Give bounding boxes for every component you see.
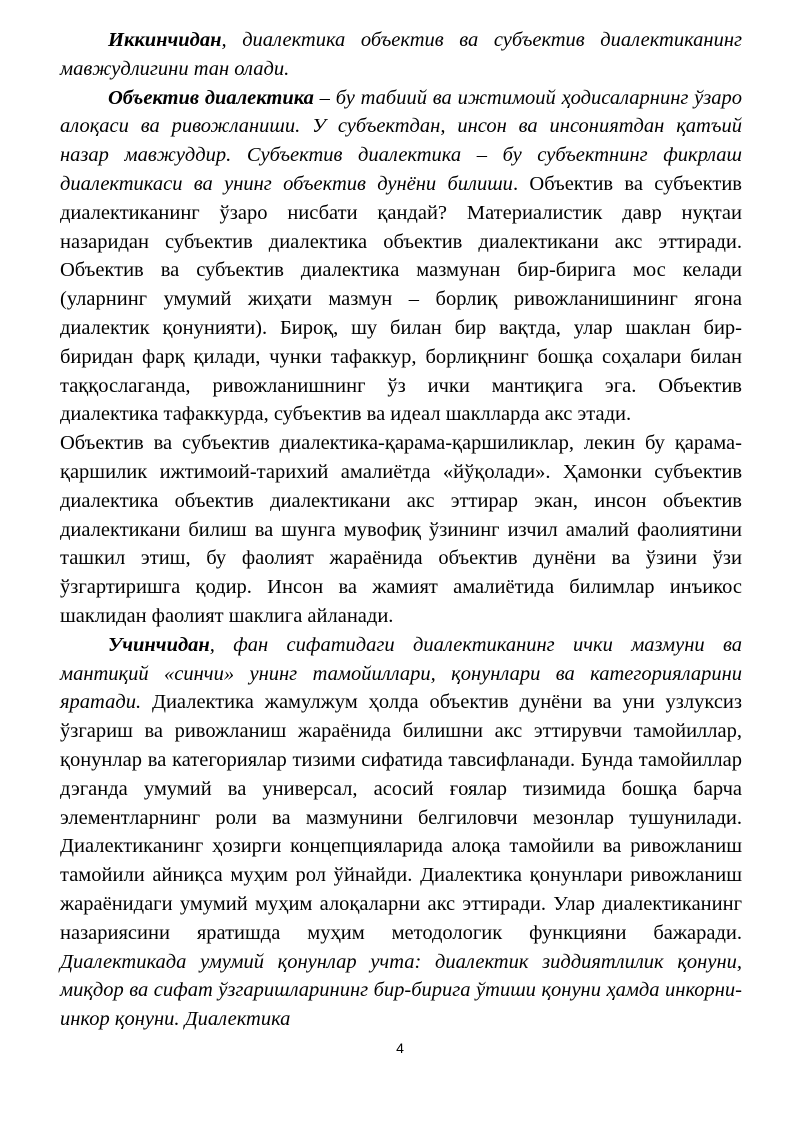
paragraph-body-text: . Объектив ва субъектив диалектиканинг ўзаро нисбати қандай? Материалистик давр нуқтаи назаридан субъектив диалектика объектив диалектикани акс эттиради. Объектив ва субъектив диалектика мазмунан бир-бирига мос келади (уларнинг умумий жиҳати мазмун – борлиқ ривожланишининг ягона диалектик қонунияти). Бироқ, шу билан бир вақтда, улар шаклан бир-биридан фарқ қилади, чунки тафаккур, борлиқнинг бошқа соҳалари билан таққослаганда, ривожланишнинг ўз ички мантиқига эга. Объектив диалектика тафаккурда, субъектив ва идеал шаклларда акс этади. bbox=[60, 172, 742, 426]
paragraph-lead-objective: Объектив диалектика bbox=[108, 86, 314, 109]
paragraph-italic-laws: Диалектикада умумий қонунлар учта: диалектик зиддиятлилик қонуни, миқдор ва сифат ўзгаришларининг бир-бирига ўтиши қонуни ҳамда инкорни-инкор қонуни. Диалектика bbox=[60, 950, 742, 1031]
document-page bbox=[60, 26, 742, 1034]
paragraph-italic-text: , диалектика объектив ва субъектив диалектиканинг мавжудлигини тан олади. bbox=[60, 29, 742, 80]
page-number: 4 bbox=[396, 1040, 404, 1056]
paragraph-italic-definition: – бу табиий ва ижтимоий ҳодисаларнинг ўзаро алоқаси ва ривожланиши. У субъектдан, инсон ва инсониятдан қатъий назар мавжуддир. Субъектив диалектика – бу субъектнинг фикрлаш диалектикаси ва унинг объектив дунёни билиши bbox=[60, 86, 742, 195]
paragraph-body-text: Диалектика жамулжум ҳолда объектив дунёни ва уни узлуксиз ўзгариш ва ривожланиш жараёнида билишни акс эттирувчи тамойиллар, қонунлар ва категориялар тизими сифатида тавсифланади. Бунда тамойиллар дэганда умумий ва универсал, асосий ғоялар тизимида бошқа барча элементларнинг роли ва мазмунини белгиловчи мезонлар тушунилади. Диалектиканинг ҳозирги концепцияларида алоқа тамойили ва ривожланиш тамойили айниқса муҳим рол ўйнайди. Диалектика қонунлари ривожланиш жараёнидаги умумий муҳим алоқаларни акс эттиради. Улар диалектиканинг назариясини яратишда муҳим методологик функцияни бажаради. bbox=[60, 691, 742, 944]
paragraph-third-point bbox=[60, 631, 742, 1034]
paragraph-contradiction bbox=[60, 429, 742, 631]
paragraph-body-text: Объектив ва субъектив диалектика-қарама-қаршиликлар, лекин бу қарама-қаршилик ижтимоий-тарихий амалиётда «йўқолади». Ҳамонки субъектив диалектика объектив диалектикани акс эттирар экан, инсон объектив диалектикани билиш ва шунга мувофиқ ўзининг изчил амалий фаолиятини ташкил этиш, бу фаолият жараёнида объектив дунёни ва ўзини ўзи ўзгартиришга қодир. Инсон ва жамият амалиётида билимлар инъикос шаклидан фаолият шаклига айланади. bbox=[60, 432, 742, 627]
paragraph-second-point bbox=[60, 26, 742, 84]
paragraph-objective-dialectics bbox=[60, 84, 742, 430]
paragraph-italic-definition: , фан сифатидаги диалектиканинг ички мазмуни ва мантиқий «синчи» унинг тамойиллари, қонунлари ва категорияларини яратади. bbox=[60, 633, 742, 714]
paragraph-lead-third: Учинчидан bbox=[108, 633, 210, 656]
paragraph-lead-second: Иккинчидан bbox=[108, 29, 222, 51]
